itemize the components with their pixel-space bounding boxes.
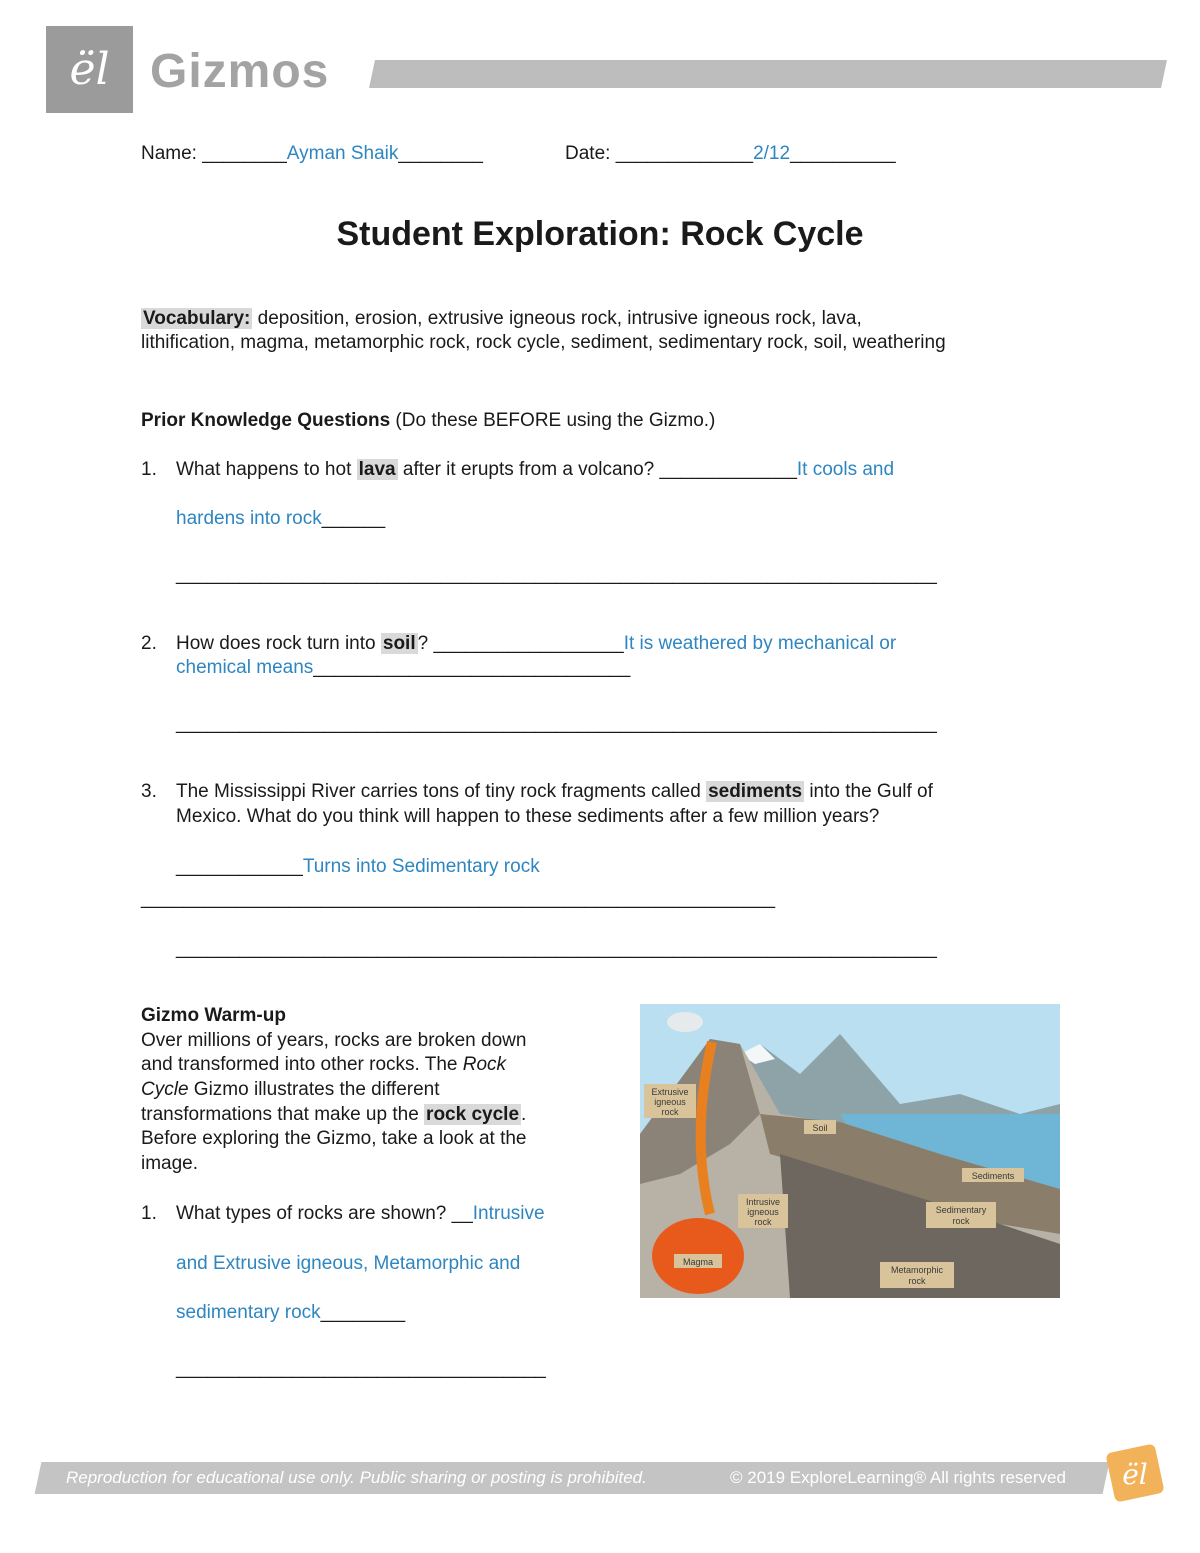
date-value: 2/12 [753, 143, 791, 164]
footer-logo-glyph: ël [1122, 1458, 1148, 1491]
label-intrusive-2: igneous [747, 1207, 779, 1217]
warmup-line-2-text: and transformed into other rocks. The [141, 1054, 463, 1075]
vocabulary-label: Vocabulary: [143, 308, 251, 329]
warmup-q1-answer-b [176, 1253, 520, 1275]
q1-text-post: after it erupts from a volcano? [397, 459, 660, 480]
label-metamorphic-2: rock [908, 1276, 926, 1286]
warmup-q1-rule: ___________________________________ [176, 1358, 546, 1379]
name-label: Name: [141, 143, 197, 164]
q1-term: lava [358, 459, 396, 480]
q2-term: soil [382, 633, 416, 654]
q3-text-post: into the Gulf of [804, 781, 933, 802]
warmup-line-6: image. [141, 1153, 199, 1174]
warmup-q1-blank: __ [451, 1203, 473, 1224]
gizmos-logo [46, 26, 133, 113]
warmup-line-4-text: transformations that make up the [141, 1104, 425, 1125]
warmup-line-5: Before exploring the Gizmo, take a look at the [141, 1128, 527, 1149]
q3-rule-b: ________________________________________________________________________ [176, 938, 937, 959]
q1-question [176, 459, 894, 481]
warmup-line-3-text: Gizmo illustrates the different [188, 1079, 440, 1100]
date-blank-pre: _____________ [615, 143, 754, 164]
q3-answer: Turns into Sedimentary rock [302, 856, 540, 877]
steam-cloud [667, 1012, 703, 1032]
label-intrusive-3: rock [754, 1217, 772, 1227]
vocabulary-line-1 [141, 308, 862, 330]
warmup-q1-number: 1. [141, 1203, 157, 1224]
label-extrusive-2: igneous [654, 1097, 686, 1107]
q1-answer-b: hardens into rock [176, 508, 322, 529]
footer-notice: Reproduction for educational use only. Public sharing or posting is prohibited. [66, 1468, 647, 1487]
name-date-line [141, 143, 483, 165]
prior-knowledge-note: (Do these BEFORE using the Gizmo.) [390, 410, 716, 431]
vocabulary-line-2: lithification, magma, metamorphic rock, rock cycle, sediment, sedimentary rock, soil, weathering [141, 332, 946, 353]
brand-name: Gizmos [150, 45, 330, 98]
warmup-q1-blank-c: ________ [320, 1302, 406, 1323]
q3-text-pre: The Mississippi River carries tons of tiny rock fragments called [176, 781, 707, 802]
q2-text-post: ? [417, 633, 434, 654]
q2-text-pre: How does rock turn into [176, 633, 381, 654]
q1-answer-line-2 [176, 508, 385, 530]
q2-number: 2. [141, 633, 157, 654]
q1-text-pre: What happens to hot [176, 459, 357, 480]
explorelearning-logo-icon [1104, 1442, 1166, 1504]
warmup-line-4-post: . [521, 1104, 527, 1125]
date-blank-post: __________ [790, 143, 896, 164]
q3-number: 3. [141, 781, 157, 802]
q2-question [176, 633, 896, 655]
footer-copyright: © 2019 ExploreLearning® All rights reserved [730, 1468, 1066, 1487]
label-extrusive-3: rock [661, 1107, 679, 1117]
label-magma: Magma [682, 1257, 714, 1267]
q3-question-line-2: Mexico. What do you think will happen to these sediments after a few million years? [176, 806, 880, 827]
name-value: Ayman Shaik [286, 143, 399, 164]
header-bar [369, 60, 1167, 88]
q1-number: 1. [141, 459, 157, 480]
label-sedimentary-1: Sedimentary [935, 1205, 987, 1215]
q1-blank: _____________ [659, 459, 797, 480]
q1-rule: ________________________________________________________________________ [176, 564, 937, 585]
q3-answer-line [176, 856, 540, 878]
vocabulary-terms-1: deposition, erosion, extrusive igneous rock, intrusive igneous rock, lava, [252, 308, 862, 329]
warmup-q1-answer-a: Intrusive [472, 1203, 545, 1224]
date-line [565, 143, 896, 165]
q2-answer-b: chemical means [176, 657, 314, 678]
warmup-line-4 [141, 1104, 526, 1126]
q3-blank: ____________ [176, 856, 303, 877]
warmup-line-2-em: Rock [462, 1054, 507, 1075]
rock-cycle-figure [640, 1004, 1060, 1298]
q2-answer-line-2 [176, 657, 630, 679]
warmup-q1-answer-c-text: sedimentary rock [176, 1302, 321, 1323]
name-blank-post: ________ [398, 143, 483, 164]
warmup-term: rock cycle [426, 1104, 520, 1125]
label-intrusive-1: Intrusive [745, 1197, 781, 1207]
q3-rule-a: ____________________________________________________________ [141, 888, 776, 909]
warmup-q1-text: What types of rocks are shown? [176, 1203, 452, 1224]
q3-term: sediments [708, 781, 803, 802]
warmup-line-3 [141, 1079, 440, 1101]
q1-answer-a: It cools and [796, 459, 895, 480]
q1-blank-b: ______ [321, 508, 386, 529]
q3-question [176, 781, 933, 803]
page-title: Student Exploration: Rock Cycle [336, 215, 864, 253]
label-extrusive-1: Extrusive [651, 1087, 689, 1097]
q2-blank-b: ______________________________ [313, 657, 631, 678]
warmup-line-3-em: Cycle [141, 1079, 189, 1100]
q2-answer-a: It is weathered by mechanical or [623, 633, 897, 654]
prior-knowledge-heading [141, 410, 715, 432]
warmup-q1-answer-b-text: and Extrusive igneous, Metamorphic and [176, 1253, 521, 1274]
date-label: Date: [565, 143, 611, 164]
label-soil: Soil [812, 1123, 828, 1133]
warmup-line-1: Over millions of years, rocks are broken down [141, 1030, 527, 1051]
label-sedimentary-2: rock [952, 1216, 970, 1226]
logo-glyph: ël [69, 44, 110, 95]
name-blank-pre: ________ [202, 143, 287, 164]
q2-blank: __________________ [433, 633, 624, 654]
q2-rule: ________________________________________________________________________ [176, 713, 937, 734]
warmup-line-2 [141, 1054, 506, 1076]
label-metamorphic-1: Metamorphic [890, 1265, 944, 1275]
prior-knowledge-title: Prior Knowledge Questions [141, 410, 391, 431]
warmup-q1-answer-c [176, 1302, 405, 1324]
warmup-q1-question [176, 1203, 545, 1225]
warmup-heading: Gizmo Warm-up [141, 1005, 286, 1026]
label-sediments: Sediments [971, 1171, 1015, 1181]
